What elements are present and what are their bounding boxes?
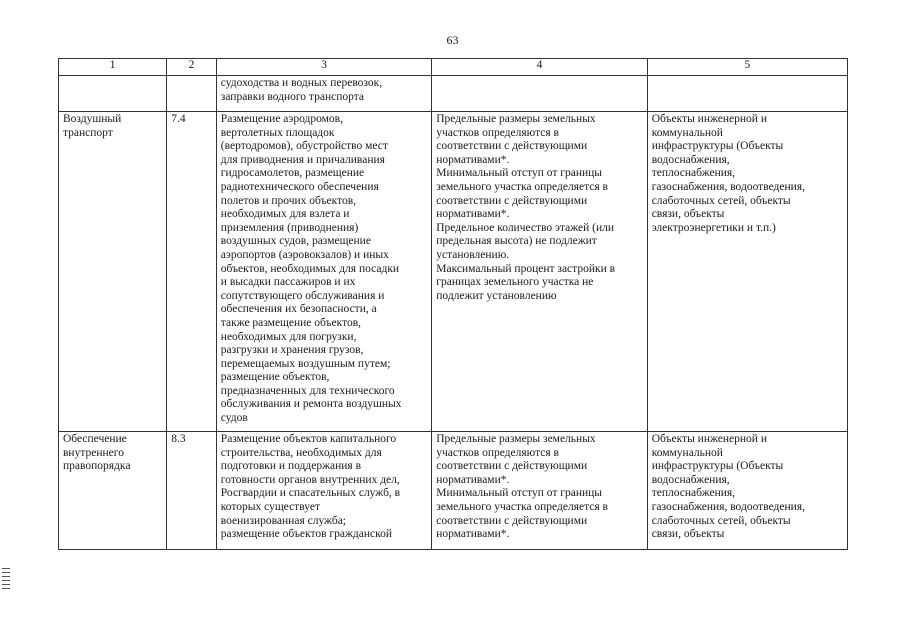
zoning-table (58, 58, 848, 550)
column-header-5: 5 (647, 59, 847, 76)
table-row-continuation (59, 76, 848, 112)
header-row (59, 59, 848, 76)
use-description-cell: судоходства и водных перевозок, заправки водного транспорта (216, 76, 431, 112)
use-name-cell: Обеспечение внутреннего правопорядка (59, 432, 167, 550)
page-number: 63 (446, 33, 459, 47)
infrastructure-cell: Объекты инженерной и коммунальной инфраструктуры (Объекты водоснабжения, теплоснабжения, газоснабжения, водоотведения, слаботочных сетей, объекты связи, объекты (647, 432, 847, 550)
use-code-cell (167, 76, 217, 112)
use-description-cell: Размещение аэродромов, вертолетных площадок (вертодромов), обустройство мест для приводнения и причаливания гидросамолетов, размещение радиотехнического обеспечения полетов и прочих объектов, необходимых для взлета и приземления (приводнения) воздушных судов, размещение аэропортов (аэровокзалов) и иных объектов, необходимых для посадки и высадки пассажиров и их сопутствующего обслуживания и обеспечения их безопасности, а также размещение объектов, необходимых для погрузки, разгрузки и хранения грузов, перемещаемых воздушным путем; размещение объектов, предназначенных для технического обслуживания и ремонта воздушных судов (216, 112, 431, 432)
use-name-cell: Воздушный транспорт (59, 112, 167, 432)
use-code-cell: 8.3 (167, 432, 217, 550)
infrastructure-cell: Объекты инженерной и коммунальной инфраструктуры (Объекты водоснабжения, теплоснабжения, газоснабжения, водоотведения, слаботочных сетей, объекты связи, объекты электроэнергетики и т.п.) (647, 112, 847, 432)
column-header-3: 3 (216, 59, 431, 76)
table-row-air-transport (59, 112, 848, 432)
use-description-cell: Размещение объектов капитального строительства, необходимых для подготовки и поддержания в готовности органов внутренних дел, Росгвардии и спасательных служб, в которых существует военизированная служба; размещение объектов гражданской (216, 432, 431, 550)
use-code-cell: 7.4 (167, 112, 217, 432)
use-name-cell (59, 76, 167, 112)
infrastructure-cell (647, 76, 847, 112)
column-header-2: 2 (167, 59, 217, 76)
column-header-1: 1 (59, 59, 167, 76)
column-header-4: 4 (432, 59, 647, 76)
parameters-cell: Предельные размеры земельных участков определяются в соответствии с действующими нормативами*. Минимальный отступ от границы земельного участка определяется в соответствии с действующими нормативами*. Предельное количество этажей (или предельная высота) не подлежит установлению. Максимальный процент застройки в границах земельного участка не подлежит установлению (432, 112, 647, 432)
parameters-cell (432, 76, 647, 112)
parameters-cell: Предельные размеры земельных участков определяются в соответствии с действующими нормативами*. Минимальный отступ от границы земельного участка определяется в соответствии с действующими нормативами*. (432, 432, 647, 550)
scan-binding-mark (2, 568, 10, 590)
table-row-internal-order (59, 432, 848, 550)
